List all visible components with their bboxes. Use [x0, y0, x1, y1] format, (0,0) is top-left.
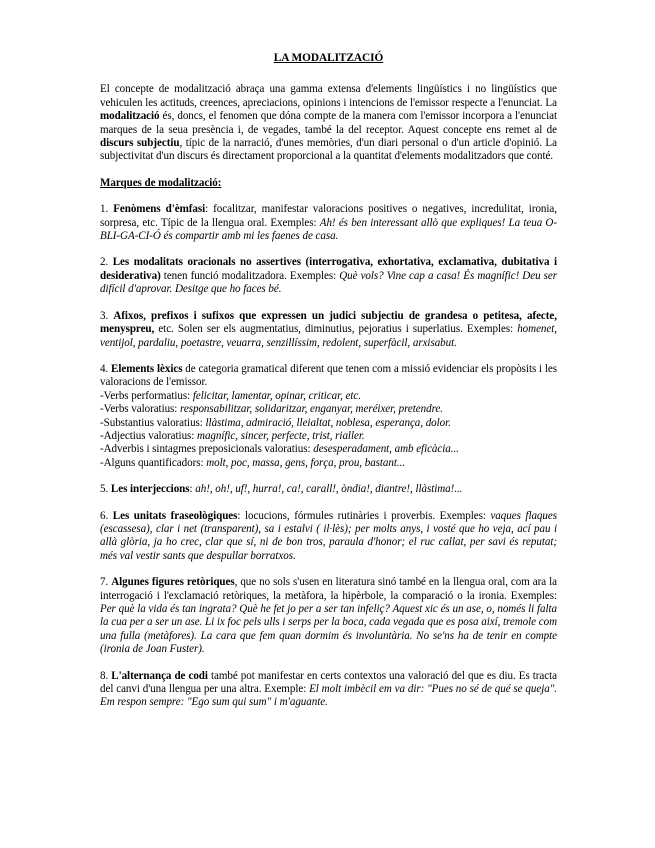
item-term: Afixos, prefixos i sufixos que expressen un judici subjectiu de grandesa o petitesa, afecte, menyspreu, [100, 309, 557, 336]
item-text: : locucions, fórmules rutinàries i proverbis. Exemples: [237, 509, 491, 522]
sublist-examples: magnífic, sincer, perfecte, trist, rialler. [197, 429, 365, 442]
item-examples: vaques flaques (escassesa), clar i net (transparent), sa i estalvi ( il·lès); per molts anys, i vosté que ho veja, ací pau i allà glòria, ja ho crec, clar que sí, ni de bon tros, paraula d'honor; el ruc callat, per savi és reputat; més val vestir sants que despullar borratxos. [100, 509, 557, 562]
item-term: Les modalitats oracionals no assertives (interrogativa, exhortativa, exclamativa, dubitativa i desiderativa) [100, 256, 557, 282]
item-text: : [189, 483, 196, 496]
item-text: també pot manifestar en certs contextos una valoració del que es diu. Es tracta del canvi d'una llengua per una altra. Exemple: [100, 669, 557, 696]
item-number: 1. [100, 203, 114, 216]
sublist-label: -Alguns quantificadors: [100, 456, 207, 469]
item-text: , que no sols s'usen en literatura sinó també en la llengua oral, com ara la interrogació i l'exclamació retòriques, la metàfora, la hipèrbole, la comparació o la ironia. Exemples: [100, 576, 557, 602]
list-item-1 [100, 203, 557, 243]
list-item-4 [100, 363, 557, 470]
item-examples: El molt imbècil em va dir: "Pues no sé de qué se queja". Em respon sempre: "Ego sum qui sum" i m'aguante. [100, 683, 557, 709]
item-text: de categoria gramatical diferent que tenen com a missió evidenciar els propòsits i les valoracions de l'emissor. [100, 362, 557, 389]
list-item-6 [100, 510, 557, 564]
item-term: Fenòmens d'èmfasi [113, 203, 206, 216]
item-examples: homenet, ventijol, pardaliu, poetastre, veuarra, senzillíssim, redolent, superfàcil, arxisabut. [100, 323, 557, 349]
item-text: : focalitzar, manifestar valoracions positives o negatives, incredulitat, ironia, sorpresa, etc. Típic de la llengua oral. Exemples: [100, 203, 557, 229]
intro-paragraph [100, 83, 557, 163]
item-term: Elements lèxics [111, 362, 183, 375]
item-number: 8. [100, 669, 112, 682]
item-term: Les unitats fraseològiques [112, 509, 238, 522]
list-item-7 [100, 576, 557, 656]
item-number: 4. [100, 362, 112, 375]
item-number: 7. [100, 576, 112, 589]
page-title: LA MODALITZACIÓ [273, 52, 384, 64]
sublist-label: -Adjectius valoratius: [100, 429, 198, 442]
list-item-8 [100, 670, 557, 710]
sublist-examples: felicitar, lamentar, opinar, criticar, etc. [192, 389, 361, 402]
intro-text-3: , típic de la narració, d'unes memòries, d'un diari personal o d'un article d'opinió. La subjectivitat d'un discurs és directament proporcional a la quantitat d'elements modalitzadors que conté. [100, 137, 557, 163]
item-text: etc. Solen ser els augmentatius, diminutius, pejoratius i superlatius. Exemples: [154, 323, 518, 336]
item-number: 2. [100, 256, 113, 269]
list-item-2 [100, 256, 557, 296]
list-item-5 [100, 483, 557, 496]
item-term: Les interjeccions [110, 483, 190, 496]
item-term: Algunes figures retòriques [111, 576, 235, 589]
item-number: 3. [100, 309, 114, 322]
sublist-label: -Verbs valoratius: [100, 403, 181, 416]
item-text: tenen funció modalitzadora. Exemples: [160, 269, 340, 282]
item-number: 5. [100, 483, 111, 496]
section-heading: Marques de modalització: [100, 176, 222, 189]
sublist-examples: llàstima, admiració, lleialtat, noblesa, esperança, dolor. [205, 416, 451, 429]
sublist-label: -Adverbis i sintagmes preposicionals valoratius: [100, 443, 314, 456]
sublist-line [100, 417, 557, 430]
sublist-label: -Verbs performatius: [100, 389, 193, 402]
intro-text-2: és, doncs, el fenomen que dóna compte de la manera com l'emissor incorpora a l'enunciat marques de la seua presència i, de vegades, també la del receptor. Aquest concepte ens remet al de [100, 110, 557, 136]
sublist-line [100, 430, 557, 443]
sublist-line [100, 403, 557, 416]
item-examples: Per què la vida és tan ingrata? Què he fet jo per a ser tan infeliç? Aquest xic és un ase, o, només li falta la cua per a ser un ase. Li ix foc pels ulls i serps per la boca, cada vegada que es posa així, tremole com una fulla (metàfores). La cara que fem quan dormim és involuntària. No se'ns ha de tenir en compte (ironia de Joan Fuster). [100, 603, 557, 656]
item-examples: Ah! és ben interessant allò que expliques! La teua O-BLI-GA-CI-Ó és compartir amb mi les faenes de casa. [100, 216, 557, 243]
item-term: L'alternança de codi [111, 669, 208, 682]
item-examples: ah!, oh!, uf!, hurra!, ca!, carall!, òndia!, diantre!, llàstima!... [195, 483, 463, 496]
sublist-examples: responsabilitzar, solidaritzar, enganyar, meréixer, pretendre. [180, 403, 443, 416]
item-examples: Què vols? Vine cap a casa! És magnífic! Deu ser difícil d'aprovar. Desitge que ho faces bé. [100, 269, 557, 296]
sublist-line [100, 443, 557, 456]
sublist-line [100, 457, 557, 470]
intro-text-1: El concepte de modalització abraça una gamma extensa d'elements lingüístics i no lingüístics que vehiculen les actituds, creences, apreciacions, opinions i intencions de l'emissor respecte a l'enunciat. La [100, 83, 557, 109]
intro-term-discurs: discurs subjectiu [100, 137, 180, 150]
intro-term-modalitzacio: modalització [100, 110, 160, 123]
sublist-label: -Substantius valoratius: [100, 416, 206, 429]
sublist-examples: desesperadament, amb eficàcia... [313, 443, 459, 456]
sublist-examples: molt, poc, massa, gens, força, prou, bastant... [206, 456, 406, 469]
sublist-line [100, 390, 557, 403]
item-number: 6. [100, 509, 113, 522]
list-item-3 [100, 310, 557, 350]
